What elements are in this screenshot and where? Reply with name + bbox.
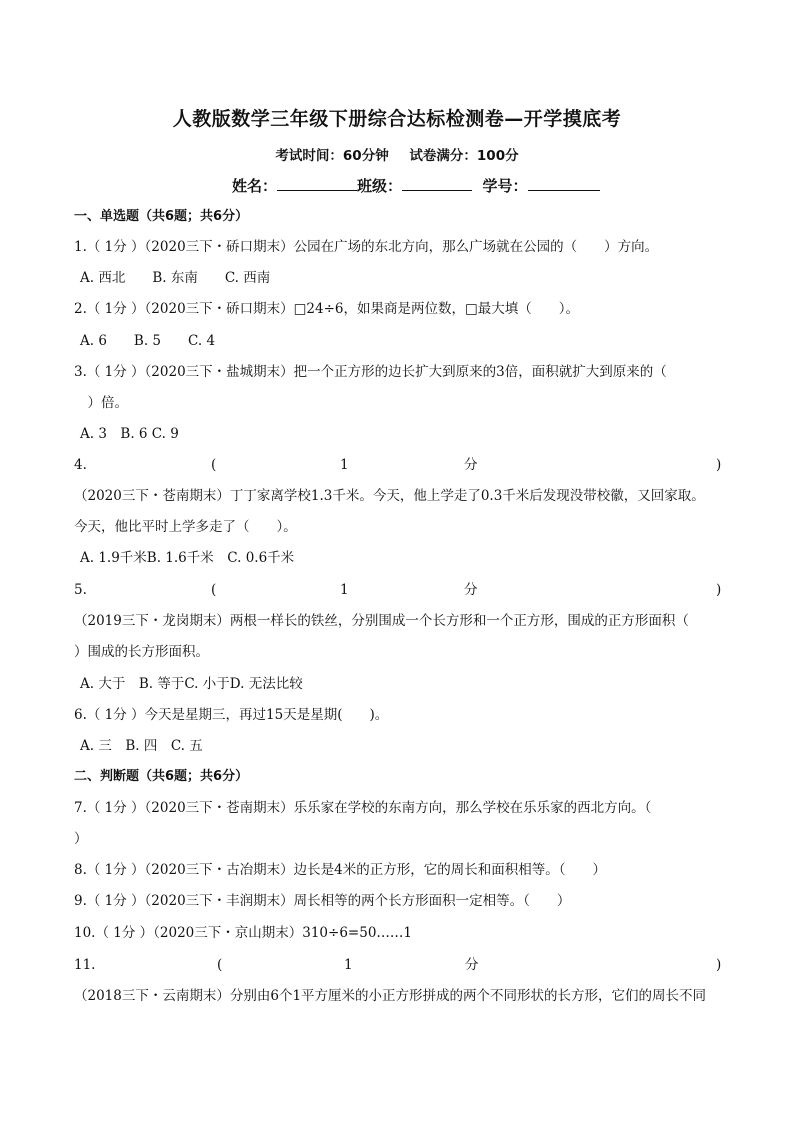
question-7-line-2: ） <box>74 831 88 847</box>
question-5-paren-open: ( <box>211 582 217 598</box>
page-title: 人教版数学三年级下册综合达标检测卷—开学摸底考 <box>172 108 622 130</box>
question-3-options: A. 3 B. 6 C. 9 <box>80 426 179 442</box>
question-10: 10.（ 1分 ）（2020三下・京山期末）310÷6=50……1 <box>74 925 412 941</box>
question-8: 8.（ 1分 ）（2020三下・古冶期末）边长是4米的正方形，它的周长和面积相等。（ ） <box>74 862 606 878</box>
question-4-line-2: （2020三下・苍南期末）丁丁家离学校1.3千米。今天，他上学走了0.3千米后发现没带校徽，又回家取。 <box>74 488 705 504</box>
question-3-line-1: 3.（ 1分 ）（2020三下・盐城期末）把一个正方形的边长扩大到原来的3倍，面积就扩大到原来的（ <box>74 364 667 380</box>
question-4-number: 4. <box>74 457 87 473</box>
section-heading-single-choice: 一、单选题（共6题；共6分） <box>74 209 249 224</box>
question-2: 2.（ 1分 ）（2020三下・硚口期末）□24÷6，如果商是两位数，□最大填（ ）。 <box>74 301 579 317</box>
student-no-blank[interactable] <box>528 176 600 191</box>
question-11-unit: 分 <box>465 957 479 973</box>
exam-time: 考试时间：60分钟 <box>275 148 389 164</box>
student-no-label: 学号： <box>482 177 528 195</box>
question-4-paren-close: ) <box>716 457 722 473</box>
question-11-line-2: （2018三下・云南期末）分别由6个1平方厘米的小正方形拼成的两个不同形状的长方形，它们的周长不同 <box>74 988 707 1004</box>
question-1: 1.（ 1分 ）（2020三下・硚口期末）公园在广场的东北方向，那么广场就在公园的（ ）方向。 <box>74 239 659 255</box>
question-5-line-3: ）围成的长方形面积。 <box>74 644 209 660</box>
name-blank[interactable] <box>277 176 357 191</box>
name-label: 姓名： <box>232 177 278 195</box>
full-score: 试卷满分：100分 <box>409 148 519 164</box>
exam-meta <box>0 144 794 164</box>
question-5-paren-close: ) <box>716 582 722 598</box>
question-7-line-1: 7.（ 1分 ）（2020三下・苍南期末）乐乐家在学校的东南方向，那么学校在乐乐家的西北方向。（ <box>74 800 652 816</box>
question-3-line-2: ）倍。 <box>74 395 128 411</box>
question-11-number: 11. <box>74 957 96 973</box>
question-11-paren-open: ( <box>217 957 223 973</box>
question-4-line-3: 今天，他比平时上学多走了（ ）。 <box>74 519 297 535</box>
question-5-line-2: （2019三下・龙岗期末）两根一样长的铁丝，分别围成一个长方形和一个正方形，围成的正方形面积（ <box>74 613 689 629</box>
question-11-score: 1 <box>344 957 353 973</box>
class-label: 班级： <box>357 177 403 195</box>
question-4-options: A. 1.9千米B. 1.6千米 C. 0.6千米 <box>80 550 295 566</box>
question-9: 9.（ 1分 ）（2020三下・丰润期末）周长相等的两个长方形面积一定相等。（ ） <box>74 893 571 909</box>
question-5-score: 1 <box>340 582 349 598</box>
question-4-score: 1 <box>340 457 349 473</box>
student-info-row <box>232 175 600 196</box>
question-5-options: A. 大于 B. 等于C. 小于D. 无法比较 <box>80 676 303 692</box>
question-6: 6.（ 1分 ）今天是星期三，再过15天是星期( )。 <box>74 707 389 723</box>
question-5-unit: 分 <box>464 582 478 598</box>
question-2-options: A. 6 B. 5 C. 4 <box>80 333 216 349</box>
question-11-paren-close: ) <box>716 957 722 973</box>
question-6-options: A. 三 B. 四 C. 五 <box>80 738 203 754</box>
question-5-number: 5. <box>74 582 87 598</box>
section-heading-true-false: 二、判断题（共6题；共6分） <box>74 769 249 784</box>
question-1-options: A. 西北 B. 东南 C. 西南 <box>80 270 271 286</box>
question-4-unit: 分 <box>464 457 478 473</box>
question-4-paren-open: ( <box>211 457 217 473</box>
class-blank[interactable] <box>402 176 472 191</box>
